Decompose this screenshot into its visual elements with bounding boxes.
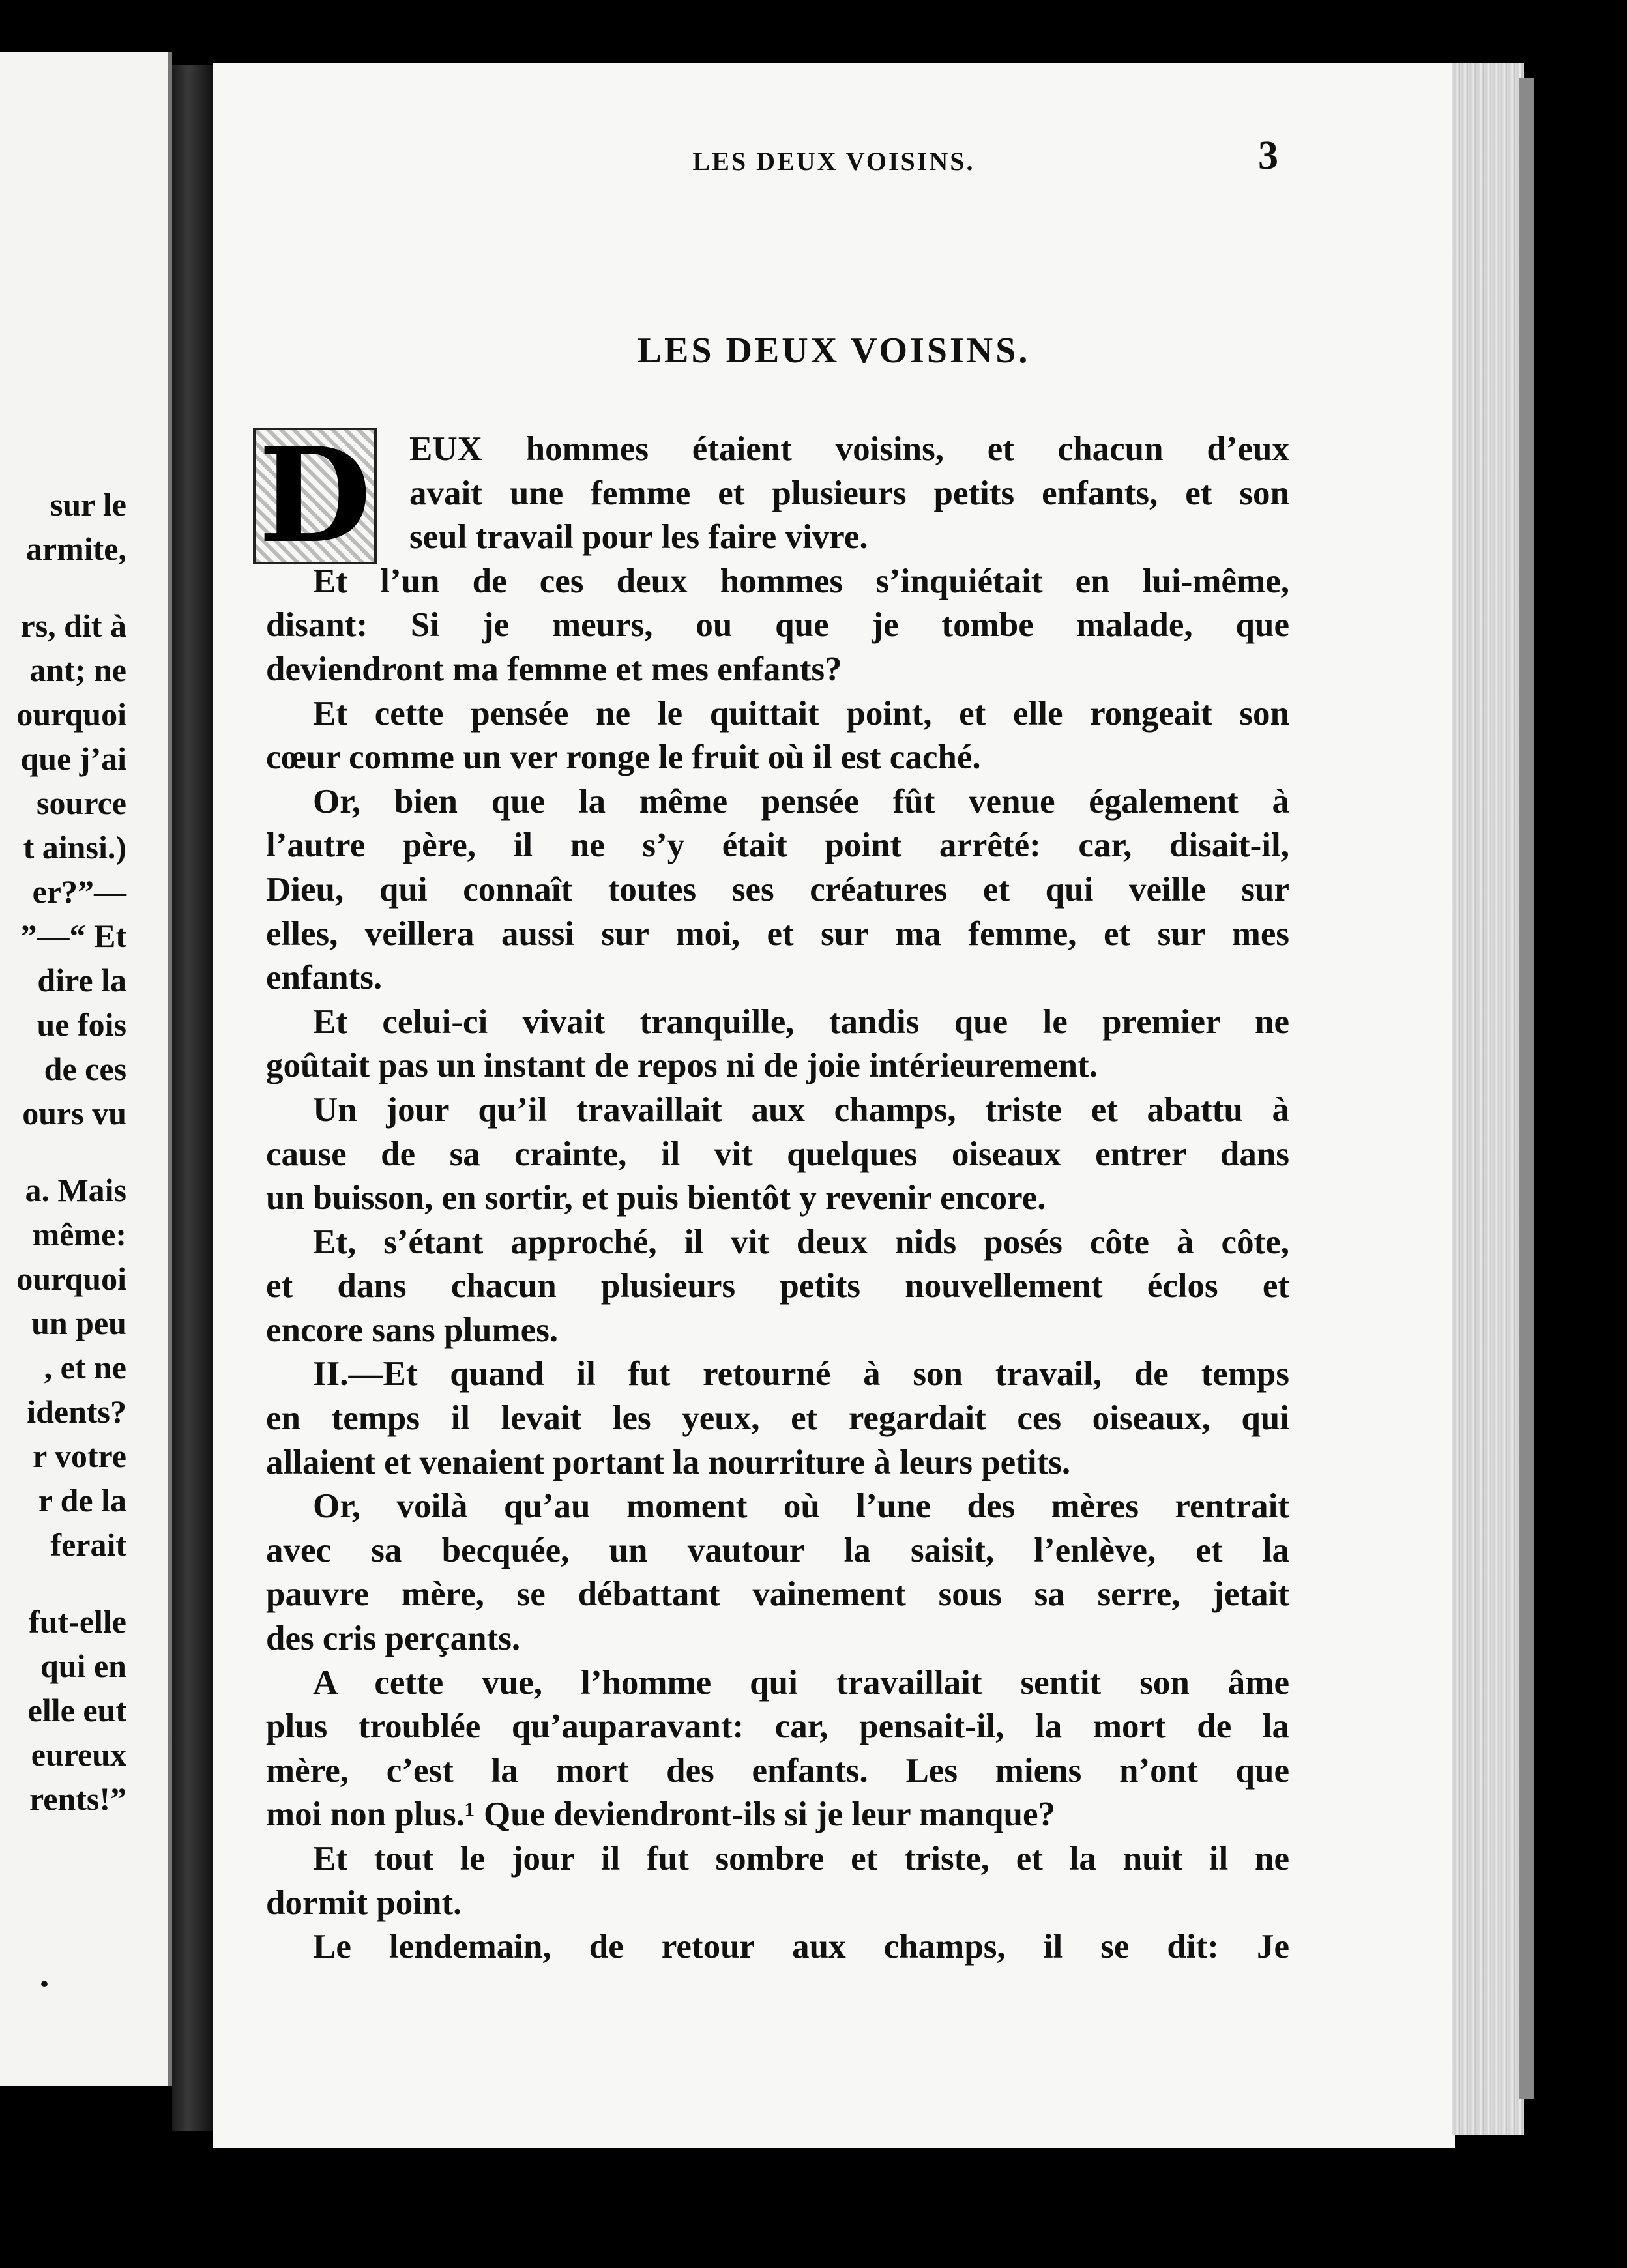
previous-page-fragment: ant; ne (29, 652, 126, 688)
previous-page-fragment: ourquoi (16, 1260, 126, 1297)
text-line: cœur comme un ver ronge le fruit où il est caché. (266, 738, 981, 777)
text-line: enfants. (266, 959, 383, 997)
text-line: cause de sa crainte, il vit quelques oiseaux entrer dans (266, 1135, 1289, 1173)
text-line: et dans chacun plusieurs petits nouvellement éclos et (266, 1267, 1289, 1305)
text-line: Et cette pensée ne le quittait point, et elle rongeait son (313, 694, 1289, 733)
previous-page-fragment: idents? (27, 1393, 126, 1430)
previous-page-fragment: ue fois (37, 1006, 126, 1043)
previous-page-fragment: de ces (44, 1051, 126, 1087)
text-line: un buisson, en sortir, et puis bientôt y revenir encore. (266, 1179, 1046, 1217)
previous-page-fragment: rents!” (29, 1781, 126, 1817)
text-line: Un jour qu’il travaillait aux champs, triste et abattu à (313, 1090, 1289, 1129)
previous-page-fragment: r de la (38, 1482, 126, 1519)
previous-page-fragment: ferait (50, 1526, 126, 1563)
page-edges-shadow (1519, 78, 1534, 2099)
text-line: dormit point. (266, 1883, 462, 1922)
text-line: Et celui-ci vivait tranquille, tandis que le premier ne (313, 1002, 1289, 1041)
text-line: l’autre père, il ne s’y était point arrêté: car, disait-il, (266, 826, 1289, 865)
previous-page-gap (0, 1135, 126, 1168)
drop-cap-letter: D (258, 419, 372, 572)
text-line: des cris perçants. (266, 1620, 521, 1658)
previous-page-fragment: même: (32, 1216, 126, 1253)
previous-page-fragment: eureux (31, 1736, 126, 1773)
text-line: plus troublée qu’auparavant: car, pensait-il, la mort de la (266, 1708, 1289, 1746)
text-line: elles, veillera aussi sur moi, et sur ma femme, et sur mes (266, 914, 1289, 953)
previous-page-fragment: source (37, 785, 126, 821)
text-line: disant: Si je meurs, ou que je tombe malade, que (266, 606, 1289, 645)
text-line: encore sans plumes. (266, 1311, 559, 1349)
previous-page-fragment: t ainsi.) (23, 829, 126, 865)
text-line: avec sa becquée, un vautour la saisit, l’enlève, et la (266, 1531, 1289, 1569)
text-line: deviendront ma femme et mes enfants? (266, 650, 842, 688)
text-line: avait une femme et plusieurs petits enfants, et son (409, 474, 1289, 512)
book-binding (172, 65, 213, 2131)
previous-page-fragment: un peu (31, 1305, 126, 1341)
text-line: allaient et venaient portant la nourriture à leurs petits. (266, 1443, 1071, 1481)
previous-page-fragment: fut-elle (29, 1603, 126, 1640)
previous-page-fragment: a. Mais (25, 1172, 126, 1208)
text-line: Le lendemain, de retour aux champs, il se dit: Je (313, 1928, 1289, 1966)
text-line: Or, bien que la même pensée fût venue également à (313, 782, 1289, 821)
text-line: Et, s’étant approché, il vit deux nids posés côte à côte, (313, 1223, 1289, 1261)
body-text (266, 428, 1289, 1970)
text-line: EUX hommes étaient voisins, et chacun d’eux (409, 430, 1289, 468)
text-line: Or, voilà qu’au moment où l’une des mères rentrait (313, 1487, 1289, 1526)
text-line: Dieu, qui connaît toutes ses créatures et qui veille sur (266, 870, 1289, 909)
text-line: en temps il levait les yeux, et regardait ces oiseaux, qui (266, 1399, 1289, 1438)
chapter-title: LES DEUX VOISINS. (637, 330, 1031, 371)
text-line: Et l’un de ces deux hommes s’inquiétait en lui-même, (313, 562, 1289, 600)
previous-page-fragment: dire la (37, 962, 126, 998)
previous-page-fragment: armite, (25, 531, 126, 567)
previous-page-fragment: er?”— (32, 873, 126, 910)
previous-page-gap (0, 571, 126, 603)
text-line: mère, c’est la mort des enfants. Les miens n’ont que (266, 1751, 1289, 1790)
text-line: A cette vue, l’homme qui travaillait sentit son âme (313, 1663, 1289, 1702)
running-head: LES DEUX VOISINS. (692, 147, 975, 176)
previous-page-fragment: elle eut (27, 1692, 126, 1728)
text-line: pauvre mère, se débattant vainement sous sa serre, jetait (266, 1575, 1289, 1614)
previous-page (0, 52, 172, 2086)
text-line: seul travail pour les faire vivre. (409, 518, 868, 557)
page-number: 3 (1258, 134, 1278, 178)
text-line: goûtait pas un instant de repos ni de joie intérieurement. (266, 1047, 1098, 1085)
previous-page-fragment: rs, dit à (20, 607, 126, 644)
text-line: Et tout le jour il fut sombre et triste, et la nuit il ne (313, 1840, 1289, 1878)
previous-page-fragment: , et ne (44, 1349, 126, 1386)
previous-page-fragment: qui en (40, 1648, 126, 1684)
previous-page-gap (0, 1567, 126, 1599)
page-edges (1452, 63, 1524, 2135)
previous-page-fragment: que j’ai (20, 740, 126, 777)
previous-page-fragment: ”—“ Et (20, 918, 126, 954)
previous-page-fragment: ours vu (22, 1095, 126, 1131)
previous-page-text (0, 482, 126, 1821)
previous-page-fragment: r votre (33, 1438, 126, 1474)
previous-page-fragment: ourquoi (16, 696, 126, 733)
previous-page-fragment: sur le (50, 486, 126, 523)
book-page (213, 63, 1455, 2148)
previous-page-mark: · (38, 1962, 51, 2005)
text-line: moi non plus.¹ Que deviendront-ils si je leur manque? (266, 1796, 1056, 1834)
text-line: II.—Et quand il fut retourné à son travail, de temps (313, 1355, 1289, 1393)
